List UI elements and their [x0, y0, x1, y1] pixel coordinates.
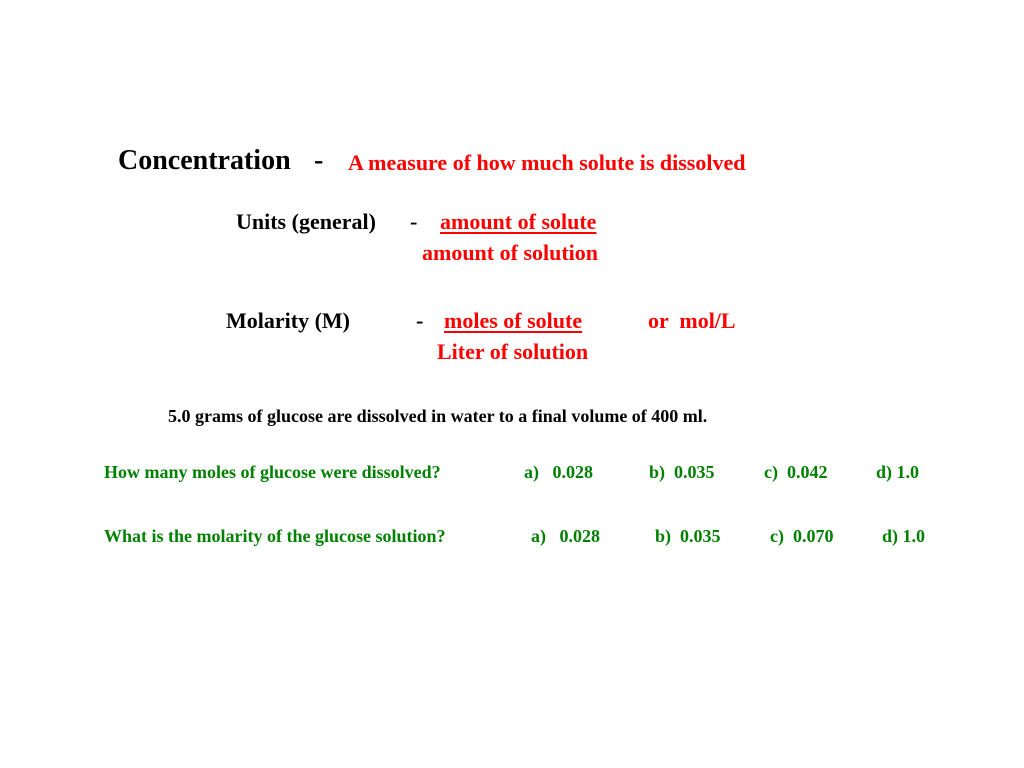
problem-statement: 5.0 grams of glucose are dissolved in water to a final volume of 400 ml.: [168, 406, 708, 426]
question-2-option-c: c) 0.070: [770, 526, 834, 546]
molarity-dash: -: [416, 308, 424, 333]
units-numerator: amount of solute: [440, 209, 597, 234]
molarity-label: Molarity (M): [226, 308, 350, 333]
concentration-heading: Concentration: [118, 145, 291, 176]
question-1-text: How many moles of glucose were dissolved?: [104, 462, 441, 482]
question-1-option-b: b) 0.035: [649, 462, 715, 482]
question-1-option-c: c) 0.042: [764, 462, 828, 482]
question-2-option-a: a) 0.028: [531, 526, 600, 546]
molarity-alt-units: or mol/L: [648, 308, 736, 333]
question-2-option-d: d) 1.0: [882, 526, 926, 546]
molarity-numerator: moles of solute: [444, 308, 583, 333]
concentration-dash: -: [314, 145, 324, 176]
question-2-option-b: b) 0.035: [655, 526, 721, 546]
question-1-option-a: a) 0.028: [524, 462, 593, 482]
question-1-option-d: d) 1.0: [876, 462, 920, 482]
units-label: Units (general): [236, 209, 376, 234]
units-dash: -: [410, 209, 418, 234]
concentration-definition: A measure of how much solute is dissolved: [348, 150, 746, 175]
units-denominator: amount of solution: [422, 240, 599, 265]
question-2-text: What is the molarity of the glucose solution?: [104, 526, 446, 546]
molarity-denominator: Liter of solution: [437, 339, 589, 364]
